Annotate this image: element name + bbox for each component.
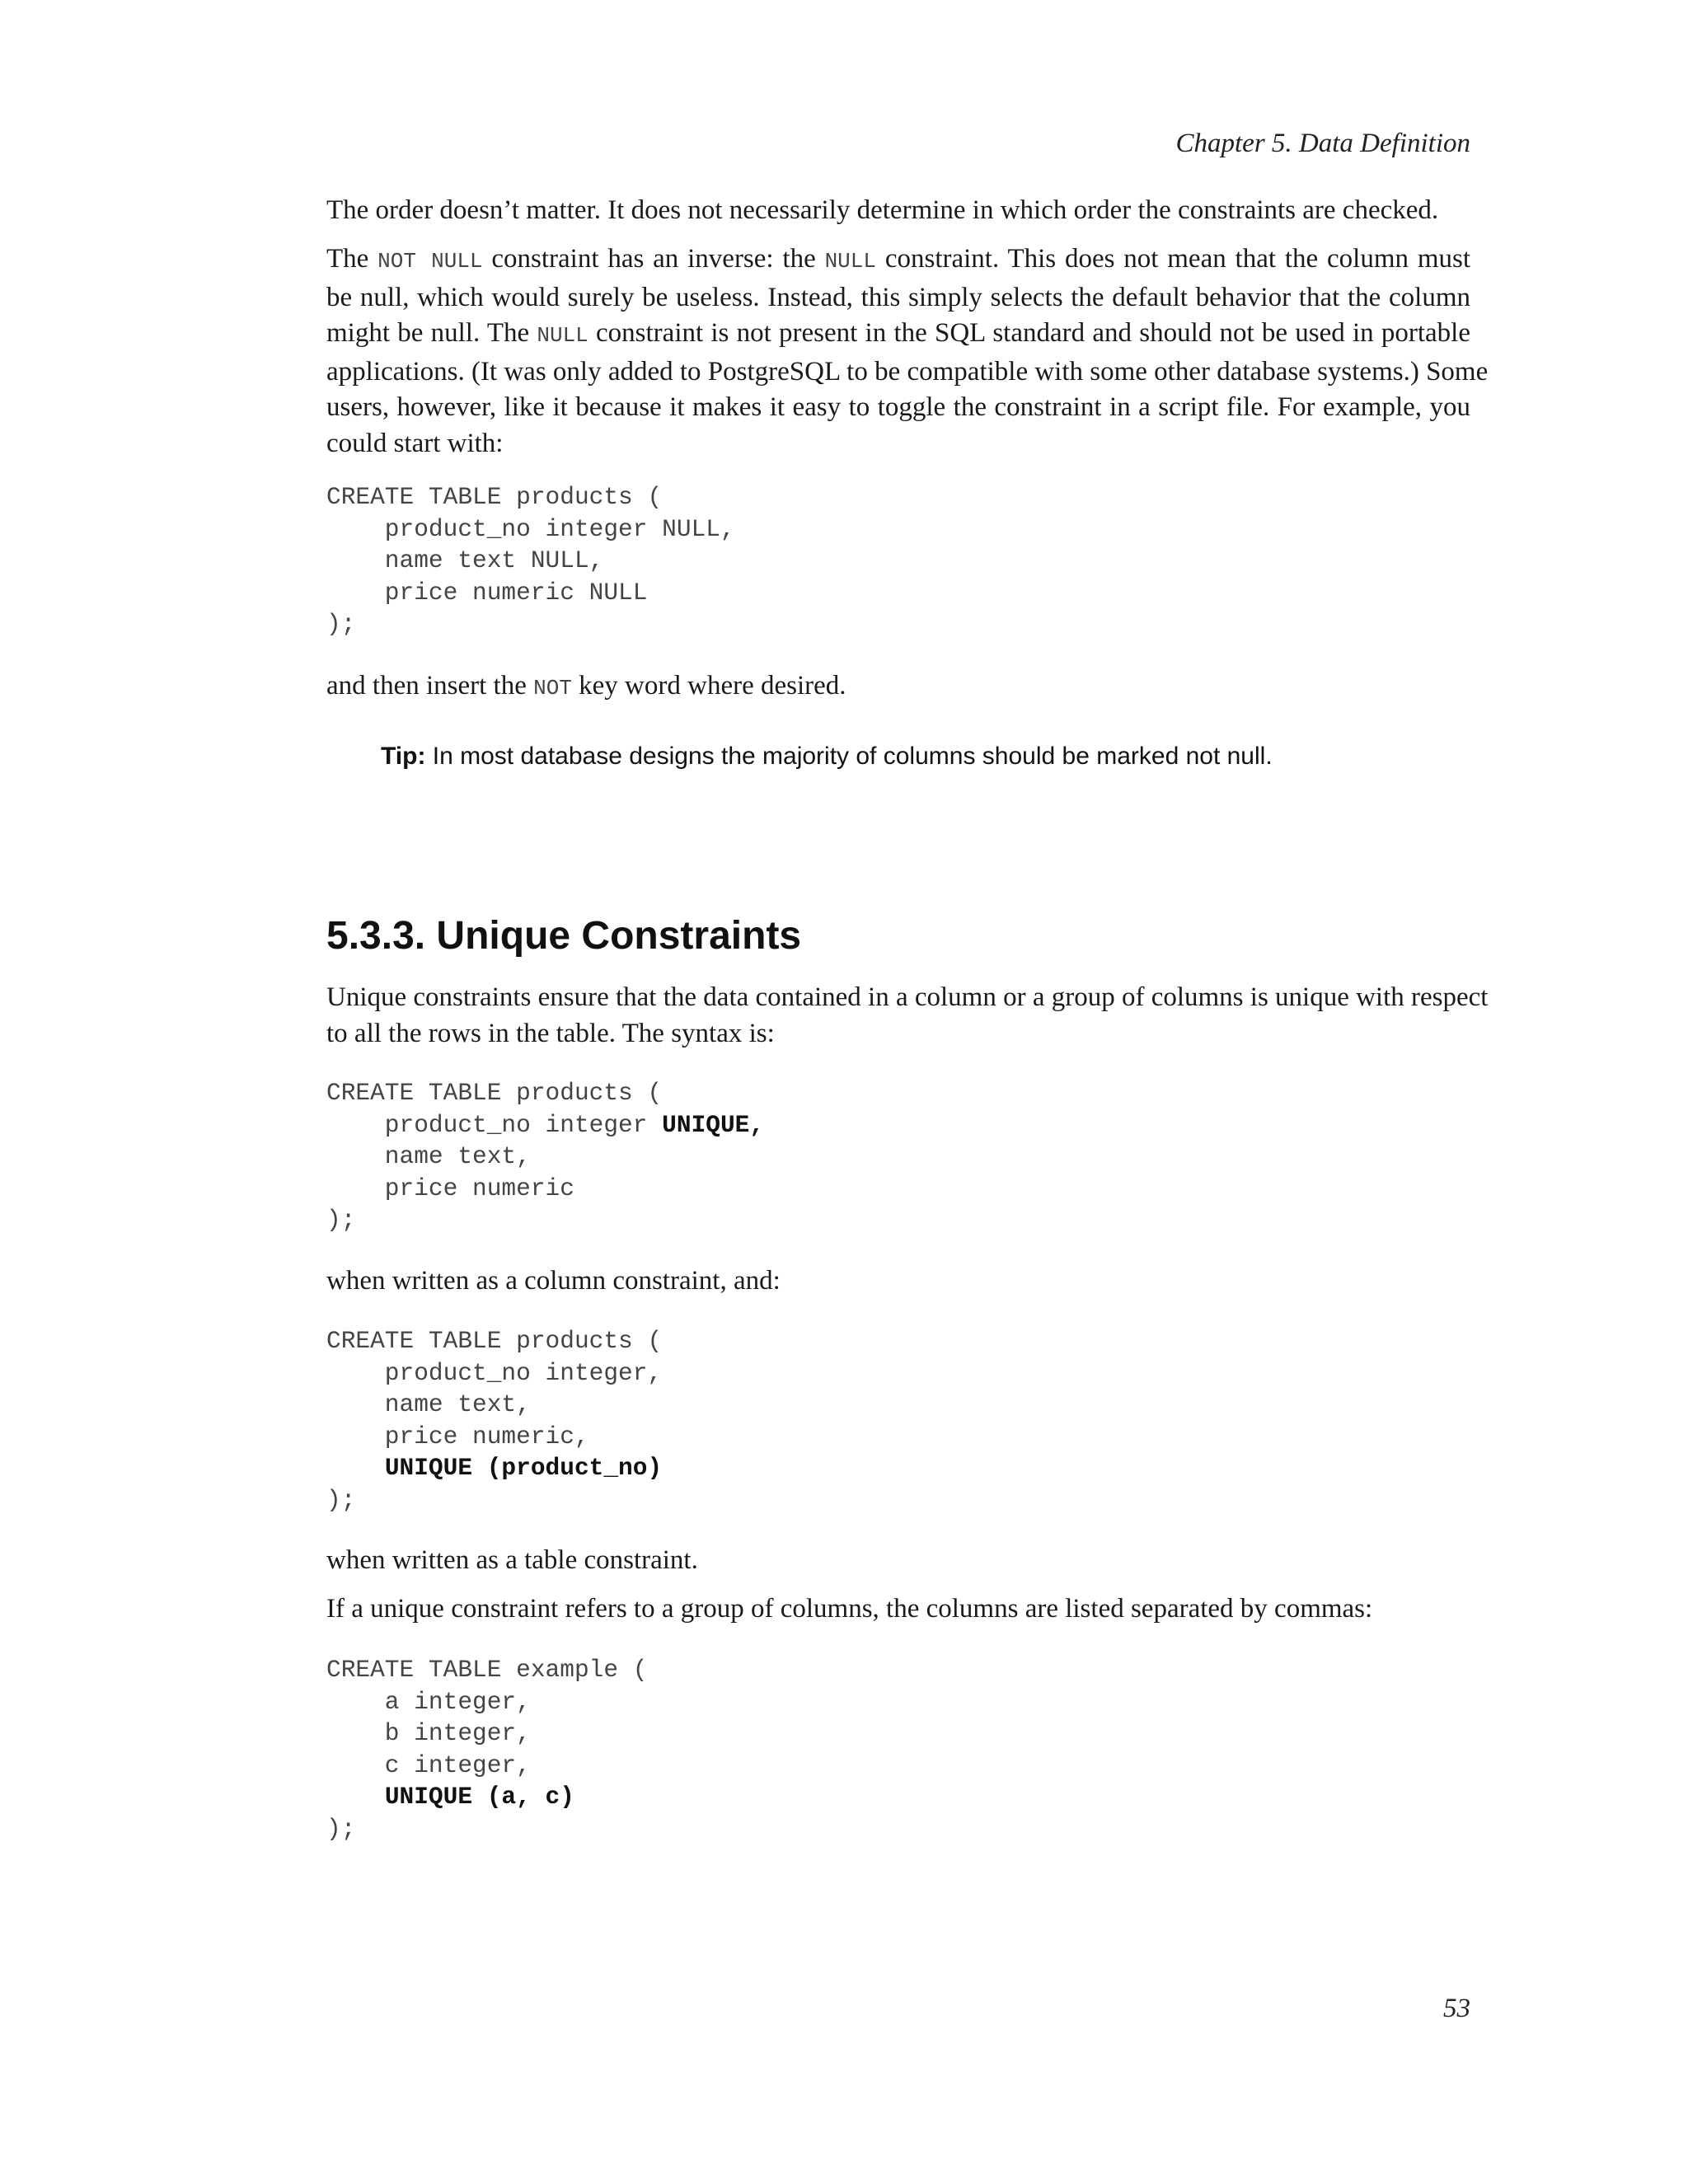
- code-line: price numeric: [326, 1174, 574, 1202]
- code-line: a integer,: [326, 1687, 531, 1716]
- code-line: price numeric,: [326, 1422, 589, 1451]
- code-line: CREATE TABLE products (: [326, 1079, 663, 1107]
- code-block-unique-table: [326, 1325, 662, 1516]
- paragraph-line: to all the rows in the table. The syntax is:: [326, 1018, 775, 1048]
- code-line: product_no integer UNIQUE,: [326, 1110, 765, 1139]
- paragraph-line: users, however, like it because it makes it easy to toggle the constraint in a script file. For example, you: [326, 392, 1470, 422]
- paragraph-null-constraint: [326, 241, 1489, 462]
- inline-code: NOT NULL: [377, 249, 483, 274]
- code-line: );: [326, 1814, 356, 1843]
- code-line: price numeric NULL: [326, 578, 648, 607]
- code-line: UNIQUE (product_no): [384, 1454, 663, 1483]
- tip-note: [381, 740, 1273, 773]
- code-block-unique-column: [326, 1077, 764, 1236]
- paragraph-line: The NOT NULL constraint has an inverse: the NULL constraint. This does not mean that the column must: [326, 244, 1470, 274]
- paragraph-insert-not: and then insert the NOT key word where desired.: [326, 671, 846, 701]
- inline-code: NULL: [537, 323, 588, 348]
- paragraph-order: The order doesn’t matter. It does not necessarily determine in which order the constraints are checked.: [326, 195, 1439, 225]
- paragraph-line: could start with:: [326, 428, 504, 458]
- code-line: CREATE TABLE products (: [326, 1327, 663, 1355]
- code-line: c integer,: [326, 1750, 531, 1779]
- code-line: );: [326, 1206, 356, 1235]
- paragraph-line: be null, which would surely be useless. Instead, this simply selects the default behavior that the column: [326, 282, 1470, 312]
- running-header: Chapter 5. Data Definition: [1175, 129, 1470, 158]
- tip-label: Tip:: [381, 743, 426, 770]
- code-line: product_no integer NULL,: [326, 514, 735, 543]
- code-line: );: [326, 1485, 356, 1514]
- code-line: name text NULL,: [326, 546, 604, 575]
- code-line: );: [326, 610, 356, 639]
- code-line: name text,: [326, 1390, 531, 1419]
- code-block-unique-group: [326, 1654, 647, 1845]
- code-line: product_no integer,: [326, 1358, 663, 1387]
- code-block-nullable-products: [326, 481, 735, 640]
- code-line: UNIQUE (a, c): [384, 1783, 574, 1811]
- paragraph-column-constraint: when written as a column constraint, and:: [326, 1266, 781, 1296]
- code-line: CREATE TABLE example (: [326, 1656, 648, 1684]
- code-line: b integer,: [326, 1719, 531, 1748]
- paragraph-group-columns: If a unique constraint refers to a group of columns, the columns are listed separated by commas:: [326, 1594, 1373, 1624]
- tip-text: In most database designs the majority of columns should be marked not null.: [425, 743, 1273, 770]
- paragraph-table-constraint: when written as a table constraint.: [326, 1545, 698, 1575]
- inline-code: NULL: [824, 249, 876, 274]
- paragraph-line: Unique constraints ensure that the data contained in a column or a group of columns is unique with respect: [326, 982, 1489, 1012]
- inline-code: NOT: [533, 676, 572, 701]
- section-heading: 5.3.3. Unique Constraints: [326, 914, 802, 958]
- paragraph-line: applications. (It was only added to PostgreSQL to be compatible with some other database systems.) Some: [326, 356, 1489, 387]
- paragraph-line: might be null. The NULL constraint is not present in the SQL standard and should not be used in portable: [326, 318, 1470, 348]
- paragraph-unique-intro: [326, 980, 1489, 1052]
- page-number: 53: [1443, 1994, 1470, 2023]
- code-line: CREATE TABLE products (: [326, 483, 663, 511]
- document-page: [326, 0, 1489, 2184]
- code-line: name text,: [326, 1142, 531, 1171]
